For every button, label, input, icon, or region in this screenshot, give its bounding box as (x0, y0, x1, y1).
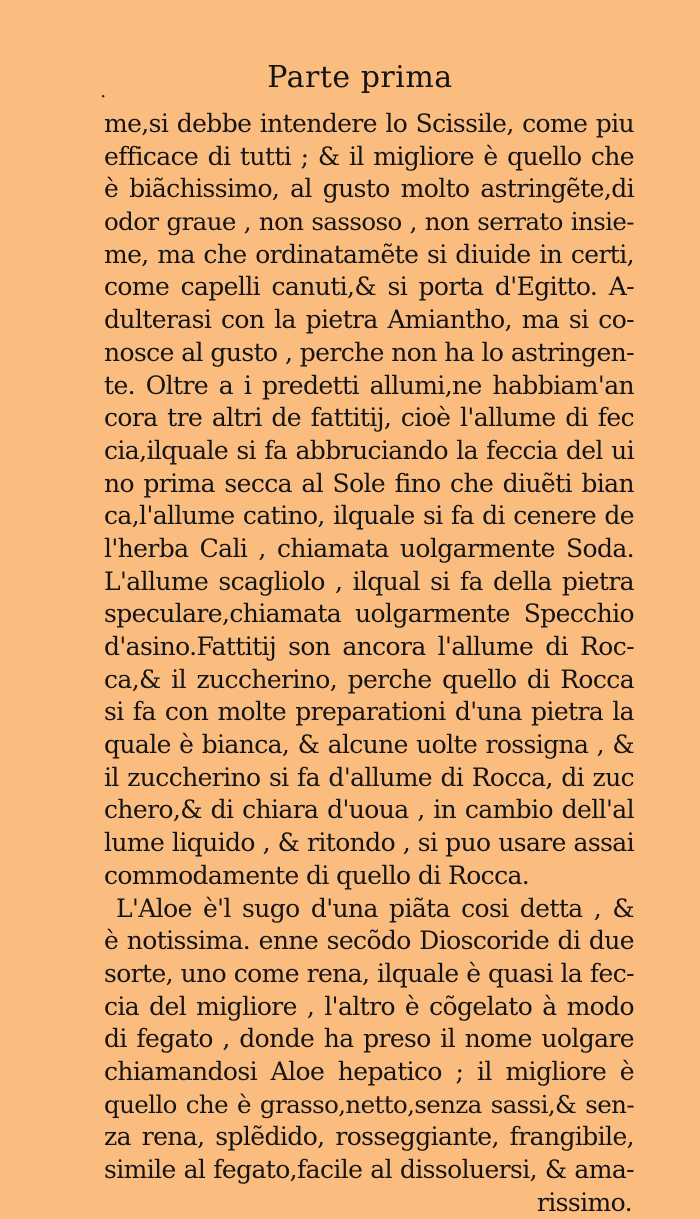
text-line: si fa con molte preparationi d'una pietra la (104, 697, 634, 727)
text-line: chiamandosi Aloe hepatico ; il migliore è (104, 1056, 634, 1086)
paragraph-end-line: commodamente di quello di Rocca. (104, 860, 530, 890)
text-line: quale è bianca, & alcune uolte rossigna , & (104, 730, 634, 760)
text-line: odor graue , non sassoso , non serrato insie- (104, 207, 634, 237)
text-line: quello che è grasso,netto,senza sassi,& sen- (104, 1089, 634, 1119)
running-title: Parte prima (267, 60, 453, 95)
text-line: sorte, uno come rena, ilquale è quasi la fec- (104, 958, 634, 988)
body-text (104, 108, 634, 1219)
text-line: ca,& il zuccherino, perche quello di Rocca (104, 664, 634, 694)
text-line: l'herba Cali , chiamata uolgarmente Soda. (104, 533, 634, 563)
text-line: no prima secca al Sole fino che diuẽti bian (104, 468, 634, 498)
text-line: chero,& di chiara d'uoua , in cambio dell'al (104, 795, 634, 825)
text-line: ca,l'allume catino, ilquale si fa di cenere de (104, 501, 634, 531)
text-line: me,si debbe intendere lo Scissile, come piu (104, 109, 634, 138)
text-line: me, ma che ordinatamẽte si diuide in certi, (104, 239, 634, 269)
text-line: dulterasi con la pietra Amiantho, ma si co- (104, 305, 634, 335)
text-line: cia del migliore , l'altro è cõgelato à modo (104, 991, 634, 1021)
text-line: cora tre altri de fattitij, cioè l'allume di fec (104, 403, 634, 433)
text-line: come capelli canuti,& si porta d'Egitto. A- (104, 272, 634, 302)
text-line: d'asino.Fattitij son ancora l'allume di Roc- (104, 632, 634, 661)
text-line: za rena, splẽdido, rosseggiante, frangibile, (104, 1122, 634, 1152)
text-line: è biãchissimo, al gusto molto astringẽte,di (104, 174, 634, 204)
text-line: simile al fegato,facile al dissoluersi, & ama- (104, 1155, 634, 1184)
paragraph-start-line: L'Aloe è'l sugo d'una piãta cosi detta , & (116, 893, 634, 923)
text-line: te. Oltre a i predetti allumi,ne habbiam'an (104, 370, 634, 400)
text-line: speculare,chiamata uolgarmente Specchio (104, 599, 634, 629)
text-line: nosce al gusto , perche non ha lo astringen- (104, 337, 634, 367)
text-line: cia,ilquale si fa abbruciando la feccia del ui (104, 435, 634, 465)
text-line: il zuccherino si fa d'allume di Rocca, di zuc (104, 762, 634, 792)
text-line: efficace di tutti ; & il migliore è quello che (104, 141, 634, 171)
text-line: è notissima. enne secõdo Dioscoride di due (104, 926, 634, 956)
paragraph-end-line: rissimo. (536, 1187, 632, 1217)
text-line: L'allume scagliolo , ilqual si fa della pietra (104, 566, 634, 596)
margin-speck: · (100, 84, 107, 108)
text-line: di fegato , donde ha preso il nome uolgare (104, 1024, 634, 1054)
text-line: lume liquido , & ritondo , si puo usare assai (104, 828, 634, 858)
